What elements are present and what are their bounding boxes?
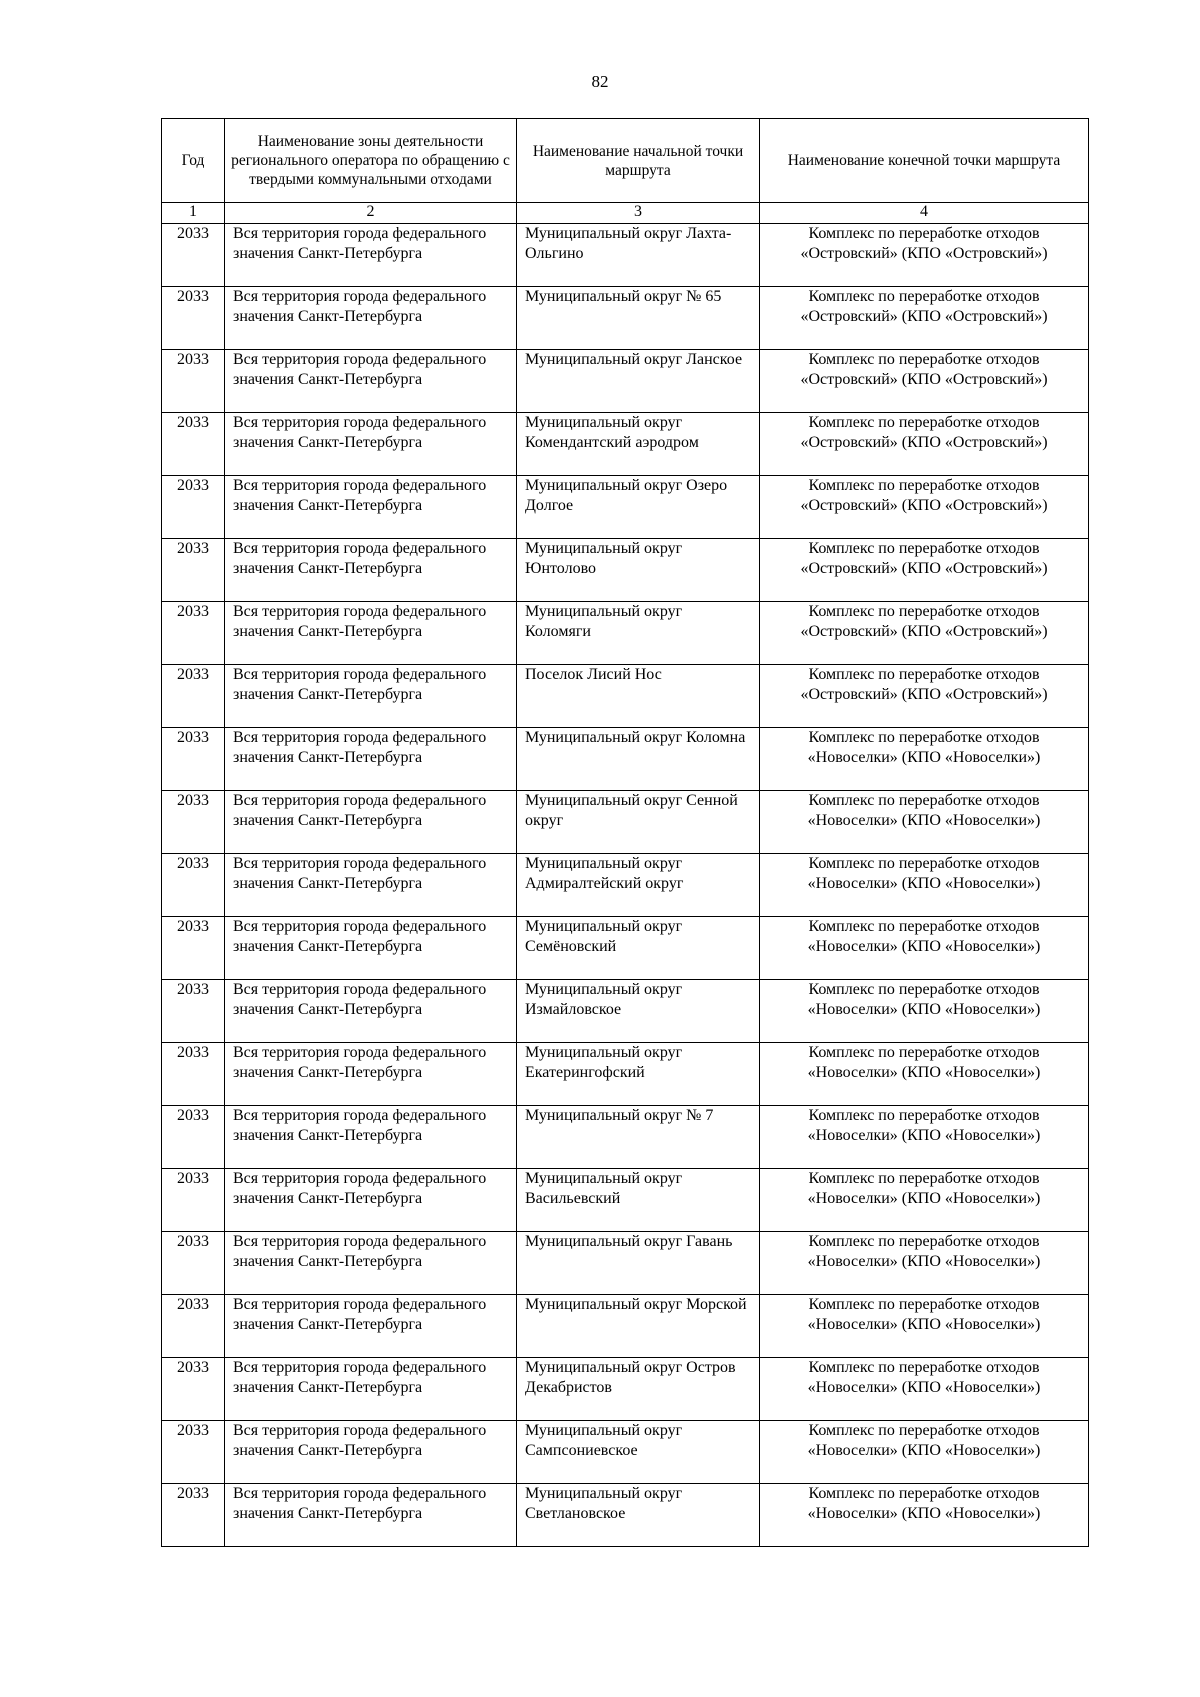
cell-year: 2033 — [162, 1043, 225, 1106]
cell-end-point: Комплекс по переработке отходов «Новоселки» (КПО «Новоселки») — [760, 1106, 1089, 1169]
cell-start-point: Муниципальный округ Остров Декабристов — [517, 1358, 760, 1421]
table-row — [162, 413, 1089, 476]
cell-year: 2033 — [162, 1421, 225, 1484]
cell-year: 2033 — [162, 350, 225, 413]
table-row — [162, 665, 1089, 728]
cell-start-point: Муниципальный округ Коломна — [517, 728, 760, 791]
cell-start-point: Муниципальный округ № 7 — [517, 1106, 760, 1169]
cell-zone: Вся территория города федерального значения Санкт-Петербурга — [225, 854, 517, 917]
cell-end-point: Комплекс по переработке отходов «Новоселки» (КПО «Новоселки») — [760, 791, 1089, 854]
cell-year: 2033 — [162, 980, 225, 1043]
column-number: 2 — [225, 203, 517, 224]
cell-start-point: Муниципальный округ Сенной округ — [517, 791, 760, 854]
column-number-row — [162, 203, 1089, 224]
cell-zone: Вся территория города федерального значения Санкт-Петербурга — [225, 1232, 517, 1295]
cell-start-point: Муниципальный округ Комендантский аэродром — [517, 413, 760, 476]
cell-end-point: Комплекс по переработке отходов «Новоселки» (КПО «Новоселки») — [760, 980, 1089, 1043]
cell-zone: Вся территория города федерального значения Санкт-Петербурга — [225, 476, 517, 539]
column-number: 4 — [760, 203, 1089, 224]
header-end-point: Наименование конечной точки маршрута — [760, 119, 1089, 203]
cell-year: 2033 — [162, 1484, 225, 1547]
cell-zone: Вся территория города федерального значения Санкт-Петербурга — [225, 1295, 517, 1358]
cell-end-point: Комплекс по переработке отходов «Новоселки» (КПО «Новоселки») — [760, 728, 1089, 791]
cell-year: 2033 — [162, 1169, 225, 1232]
cell-start-point: Муниципальный округ Светлановское — [517, 1484, 760, 1547]
table-row — [162, 728, 1089, 791]
cell-year: 2033 — [162, 791, 225, 854]
cell-year: 2033 — [162, 413, 225, 476]
table-row — [162, 791, 1089, 854]
cell-end-point: Комплекс по переработке отходов «Островский» (КПО «Островский») — [760, 413, 1089, 476]
cell-start-point: Поселок Лисий Нос — [517, 665, 760, 728]
header-year: Год — [162, 119, 225, 203]
cell-start-point: Муниципальный округ Юнтолово — [517, 539, 760, 602]
cell-end-point: Комплекс по переработке отходов «Островский» (КПО «Островский») — [760, 287, 1089, 350]
cell-zone: Вся территория города федерального значения Санкт-Петербурга — [225, 1169, 517, 1232]
cell-year: 2033 — [162, 665, 225, 728]
cell-zone: Вся территория города федерального значения Санкт-Петербурга — [225, 602, 517, 665]
header-start-point: Наименование начальной точки маршрута — [517, 119, 760, 203]
table-row — [162, 854, 1089, 917]
table-row — [162, 350, 1089, 413]
cell-start-point: Муниципальный округ Екатерингофский — [517, 1043, 760, 1106]
cell-end-point: Комплекс по переработке отходов «Новоселки» (КПО «Новоселки») — [760, 1232, 1089, 1295]
table-row — [162, 1484, 1089, 1547]
table-row — [162, 1421, 1089, 1484]
cell-end-point: Комплекс по переработке отходов «Новоселки» (КПО «Новоселки») — [760, 1358, 1089, 1421]
cell-year: 2033 — [162, 287, 225, 350]
table-row — [162, 1043, 1089, 1106]
cell-start-point: Муниципальный округ Гавань — [517, 1232, 760, 1295]
cell-zone: Вся территория города федерального значения Санкт-Петербурга — [225, 350, 517, 413]
cell-zone: Вся территория города федерального значения Санкт-Петербурга — [225, 728, 517, 791]
cell-year: 2033 — [162, 1232, 225, 1295]
table-row — [162, 287, 1089, 350]
cell-zone: Вся территория города федерального значения Санкт-Петербурга — [225, 665, 517, 728]
cell-start-point: Муниципальный округ Измайловское — [517, 980, 760, 1043]
column-number: 3 — [517, 203, 760, 224]
cell-end-point: Комплекс по переработке отходов «Новоселки» (КПО «Новоселки») — [760, 917, 1089, 980]
cell-start-point: Муниципальный округ Сампсониевское — [517, 1421, 760, 1484]
table-row — [162, 1106, 1089, 1169]
cell-start-point: Муниципальный округ Семёновский — [517, 917, 760, 980]
cell-start-point: Муниципальный округ Адмиралтейский округ — [517, 854, 760, 917]
cell-year: 2033 — [162, 854, 225, 917]
cell-zone: Вся территория города федерального значения Санкт-Петербурга — [225, 1421, 517, 1484]
cell-year: 2033 — [162, 1106, 225, 1169]
cell-end-point: Комплекс по переработке отходов «Островский» (КПО «Островский») — [760, 602, 1089, 665]
cell-year: 2033 — [162, 917, 225, 980]
table-row — [162, 980, 1089, 1043]
cell-start-point: Муниципальный округ № 65 — [517, 287, 760, 350]
table-body — [162, 224, 1089, 1547]
cell-end-point: Комплекс по переработке отходов «Новоселки» (КПО «Новоселки») — [760, 1484, 1089, 1547]
cell-zone: Вся территория города федерального значения Санкт-Петербурга — [225, 980, 517, 1043]
cell-end-point: Комплекс по переработке отходов «Островский» (КПО «Островский») — [760, 476, 1089, 539]
cell-end-point: Комплекс по переработке отходов «Островский» (КПО «Островский») — [760, 665, 1089, 728]
cell-year: 2033 — [162, 1358, 225, 1421]
table-row — [162, 1295, 1089, 1358]
cell-start-point: Муниципальный округ Лахта-Ольгино — [517, 224, 760, 287]
cell-year: 2033 — [162, 224, 225, 287]
column-number: 1 — [162, 203, 225, 224]
cell-start-point: Муниципальный округ Ланское — [517, 350, 760, 413]
cell-zone: Вся территория города федерального значения Санкт-Петербурга — [225, 413, 517, 476]
cell-end-point: Комплекс по переработке отходов «Новоселки» (КПО «Новоселки») — [760, 854, 1089, 917]
page-number: 82 — [591, 72, 609, 91]
cell-year: 2033 — [162, 602, 225, 665]
cell-year: 2033 — [162, 728, 225, 791]
cell-end-point: Комплекс по переработке отходов «Новоселки» (КПО «Новоселки») — [760, 1295, 1089, 1358]
table-row — [162, 224, 1089, 287]
table-row — [162, 917, 1089, 980]
cell-start-point: Муниципальный округ Морской — [517, 1295, 760, 1358]
cell-end-point: Комплекс по переработке отходов «Новоселки» (КПО «Новоселки») — [760, 1421, 1089, 1484]
cell-zone: Вся территория города федерального значения Санкт-Петербурга — [225, 1484, 517, 1547]
table-row — [162, 1358, 1089, 1421]
cell-zone: Вся территория города федерального значения Санкт-Петербурга — [225, 791, 517, 854]
cell-end-point: Комплекс по переработке отходов «Островский» (КПО «Островский») — [760, 350, 1089, 413]
table-row — [162, 1232, 1089, 1295]
cell-start-point: Муниципальный округ Озеро Долгое — [517, 476, 760, 539]
cell-year: 2033 — [162, 539, 225, 602]
cell-zone: Вся территория города федерального значения Санкт-Петербурга — [225, 1358, 517, 1421]
cell-end-point: Комплекс по переработке отходов «Островский» (КПО «Островский») — [760, 539, 1089, 602]
cell-zone: Вся территория города федерального значения Санкт-Петербурга — [225, 917, 517, 980]
table-row — [162, 602, 1089, 665]
cell-end-point: Комплекс по переработке отходов «Новоселки» (КПО «Новоселки») — [760, 1169, 1089, 1232]
cell-zone: Вся территория города федерального значения Санкт-Петербурга — [225, 1106, 517, 1169]
table-row — [162, 476, 1089, 539]
cell-year: 2033 — [162, 1295, 225, 1358]
header-row — [162, 119, 1089, 203]
cell-year: 2033 — [162, 476, 225, 539]
cell-zone: Вся территория города федерального значения Санкт-Петербурга — [225, 287, 517, 350]
cell-zone: Вся территория города федерального значения Санкт-Петербурга — [225, 539, 517, 602]
cell-end-point: Комплекс по переработке отходов «Островский» (КПО «Островский») — [760, 224, 1089, 287]
cell-zone: Вся территория города федерального значения Санкт-Петербурга — [225, 1043, 517, 1106]
table-row — [162, 539, 1089, 602]
header-zone: Наименование зоны деятельности регионального оператора по обращению с твердыми коммунальными отходами — [225, 119, 517, 203]
cell-start-point: Муниципальный округ Коломяги — [517, 602, 760, 665]
table-row — [162, 1169, 1089, 1232]
table-header — [162, 119, 1089, 224]
route-table — [161, 118, 1089, 1547]
cell-end-point: Комплекс по переработке отходов «Новоселки» (КПО «Новоселки») — [760, 1043, 1089, 1106]
cell-start-point: Муниципальный округ Васильевский — [517, 1169, 760, 1232]
cell-zone: Вся территория города федерального значения Санкт-Петербурга — [225, 224, 517, 287]
